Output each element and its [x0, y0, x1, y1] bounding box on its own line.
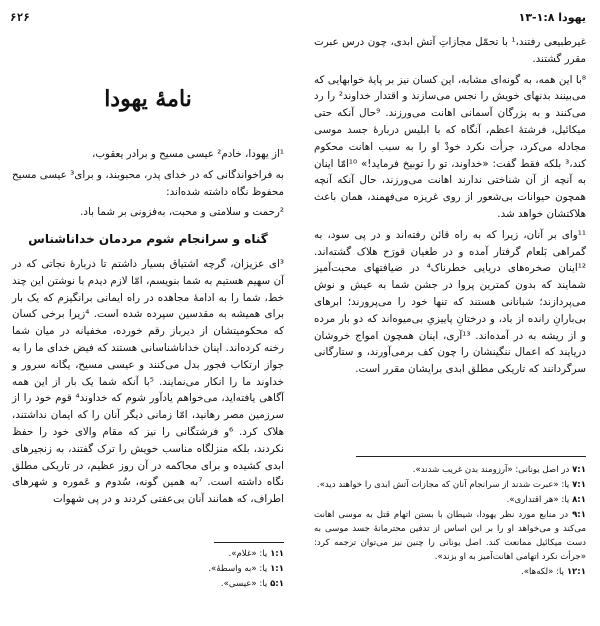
- footnote-text: یا: «به واسطهٔ».: [208, 564, 268, 574]
- paragraph-verses-11-13: ¹¹وای بر آنان، زیرا که به راه قائن رفته‌اند و در پی سود، به گمراهی بَلعام گرفتار آمده و در طغیان قورَح هلاک گشته‌اند. ¹²اینان صخره‌های دریایی خطرناک⁴ در ضیافتهای محبت‌آمیز شمایند که بدون کمترین پروا در جشن شما به عیش و نوش می‌پردازند؛ شبانانی هستند که تنها خود را می‌پرورند؛ ابرهای بی‌بارانِ رانده از باد، و درختانِ پاییزیِ بی‌میوه‌اند که دو بار مرده و از ریشه به در آمده‌اند. ¹³آری، اینان همچون امواج خروشان دریایند که اعمال ننگینشان را چون کف برمی‌آورند، و ستارگانی سرگردانند که تاریکی مطلق ابدی برایشان مقرر است.: [314, 228, 586, 376]
- footnote-ref: ۸:۱: [572, 495, 586, 505]
- footnote-text: یا: «غلام».: [228, 549, 268, 559]
- footnote-ref: ۱۲:۱: [566, 567, 586, 577]
- footnote-text: یا: «هر اقتداری».: [506, 495, 570, 505]
- running-head-reference: یهودا ۱:۸-۱۳: [518, 10, 586, 24]
- footnote-divider: [214, 542, 284, 543]
- footnote: [314, 478, 586, 492]
- footnote-ref: ۱:۱: [270, 564, 284, 574]
- footnote-ref: ۷:۱: [572, 480, 586, 490]
- footnote: [314, 565, 586, 579]
- book-title: نامهٔ یهودا: [104, 86, 192, 112]
- footnote-text: در اصل یونانی: «آرزومند بدن غریب شدند».: [412, 465, 570, 475]
- footnote-divider: [356, 456, 586, 457]
- left-column: [12, 34, 284, 512]
- right-column-text: [314, 34, 586, 378]
- left-footnotes: [12, 542, 284, 592]
- footnote-ref: ۵:۱: [270, 579, 284, 589]
- footnote: [314, 493, 586, 507]
- footnote-text: در منابع مورد نظر یهودا، شیطان با بستن اتهام قتل به موسی اهانت می‌کند و می‌خواهد او را بر این اساس از تدفین محترمانهٔ جسد موسی به دست میکائیل ممانعت کند. اصل یونانی را چنین نیز می‌توان ترجمه کرد: «جرأت نکرد اتهامی اهانت‌آمیز به او بزند».: [314, 510, 586, 562]
- salutation-line: ²رحمت و سلامتی و محبت، به‌فزونی بر شما باد.: [80, 206, 284, 219]
- footnote-text: یا: «عبرت شدند از سرانجام آنان که مجازات آتش ابدی را خواهند دید».: [316, 480, 570, 490]
- section-heading: گناه و سرانجام شوم مردمان خداناشناس: [28, 232, 268, 247]
- right-column: [314, 34, 586, 382]
- right-footnotes: [314, 456, 586, 580]
- footnote: [314, 463, 586, 477]
- paragraph-verse-7-end: غیرطبیعی رفتند،¹ با تحمّل مجازاتِ آتش ابدی، چون درس عبرت مقرر گشتند.: [314, 36, 586, 65]
- footnote: [314, 508, 586, 564]
- salutation-line: به فراخواندگانی که در خدای پدر، محبوبند، و برای³ عیسی مسیح محفوظ نگاه داشته شده‌اند:: [12, 168, 284, 198]
- footnote-ref: ۱:۱: [270, 549, 284, 559]
- salutation-line: ¹از یهودا، خادم² عیسی مسیح و برادر یعقوب،: [92, 148, 284, 160]
- page-header: [10, 8, 586, 26]
- page-number: ۶۲۶: [10, 10, 30, 24]
- paragraph-verses-8-10: ⁸با این همه، به گونه‌ای مشابه، این کسان نیز بر پایهٔ خوابهایی که می‌بینند بدنهای خویش را نجس می‌سازند و اقتدار خداوند² را رد می‌کنند و به بزرگان آسمانی اهانت می‌ورزند. ⁹حال آنکه حتی میکائیل، فرشتهٔ اعظم، آنگاه که با ابلیس دربارهٔ جسد موسی مجادله می‌کرد، جرأت نکرد خودْ او را به سبب اهانت محکوم کند،³ بلکه فقط گفت: «خداوند، تو را توبیخ فرماید!» ¹⁰امّا اینان به آنچه از آن شناختی ندارند اهانت می‌ورزند، حال آنکه آنچه همچون حیوانات بی‌شعور از روی غریزه می‌فهمند، همان باعث هلاکتشان خواهد شد.: [314, 73, 587, 220]
- footnote-text: یا: «عیسی».: [220, 579, 268, 589]
- paragraph-verses-3-7: ³ای عزیزان، گرچه اشتیاق بسیار داشتم تا دربارهٔ نجاتی که در آن سهیم هستیم به شما بنویسم، امّا لازم دیدم با نوشتن این چند خط، شما را به ادامهٔ مجاهده در راه ایمانی برانگیزم که یک بار برای همیشه به مقدسین سپرده شده است. ⁴زیرا برخی کسان که محکومیتشان از دیرباز رقم خورده، مخفیانه در میان شما رخنه کرده‌اند. اینان خداناشناسانی هستند که فیض خدای ما را به جواز ارتکاب فجور بدل می‌کنند و عیسی مسیح، یگانه سرور و خداوند ما را انکار می‌نمایند. ⁵با آنکه شما یک بار از این همه آگاهی یافته‌اید، می‌خواهم یادآور شوم که خداوند⁴ قوم خود را از سرزمین مصر رهانید، امّا زمانی دیگر آنان را که ایمان نداشتند، هلاک کرد. ⁶و فرشتگانی را نیز که مقام والای خود را حفظ نکردند، بلکه منزلگاه مناسب خویش را ترک گفتند، به زنجیرهای ابدی کشیده و برای محاکمه در آن روز عظیم، در تاریکی مطلق نگاه داشته است. ⁷به همین گونه، سُدوم و عَموره و شهرهای اطراف، که همانند آنان بی‌عفتی کردند و در پی شهوات: [12, 257, 284, 506]
- footnote-text: یا: «لکه‌ها».: [521, 567, 565, 577]
- left-column-text: [12, 146, 284, 508]
- footnote: [12, 562, 284, 576]
- footnote-ref: ۷:۱: [572, 465, 586, 475]
- footnote: [12, 577, 284, 591]
- footnote: [12, 547, 284, 561]
- footnote-ref: ۹:۱: [572, 510, 586, 520]
